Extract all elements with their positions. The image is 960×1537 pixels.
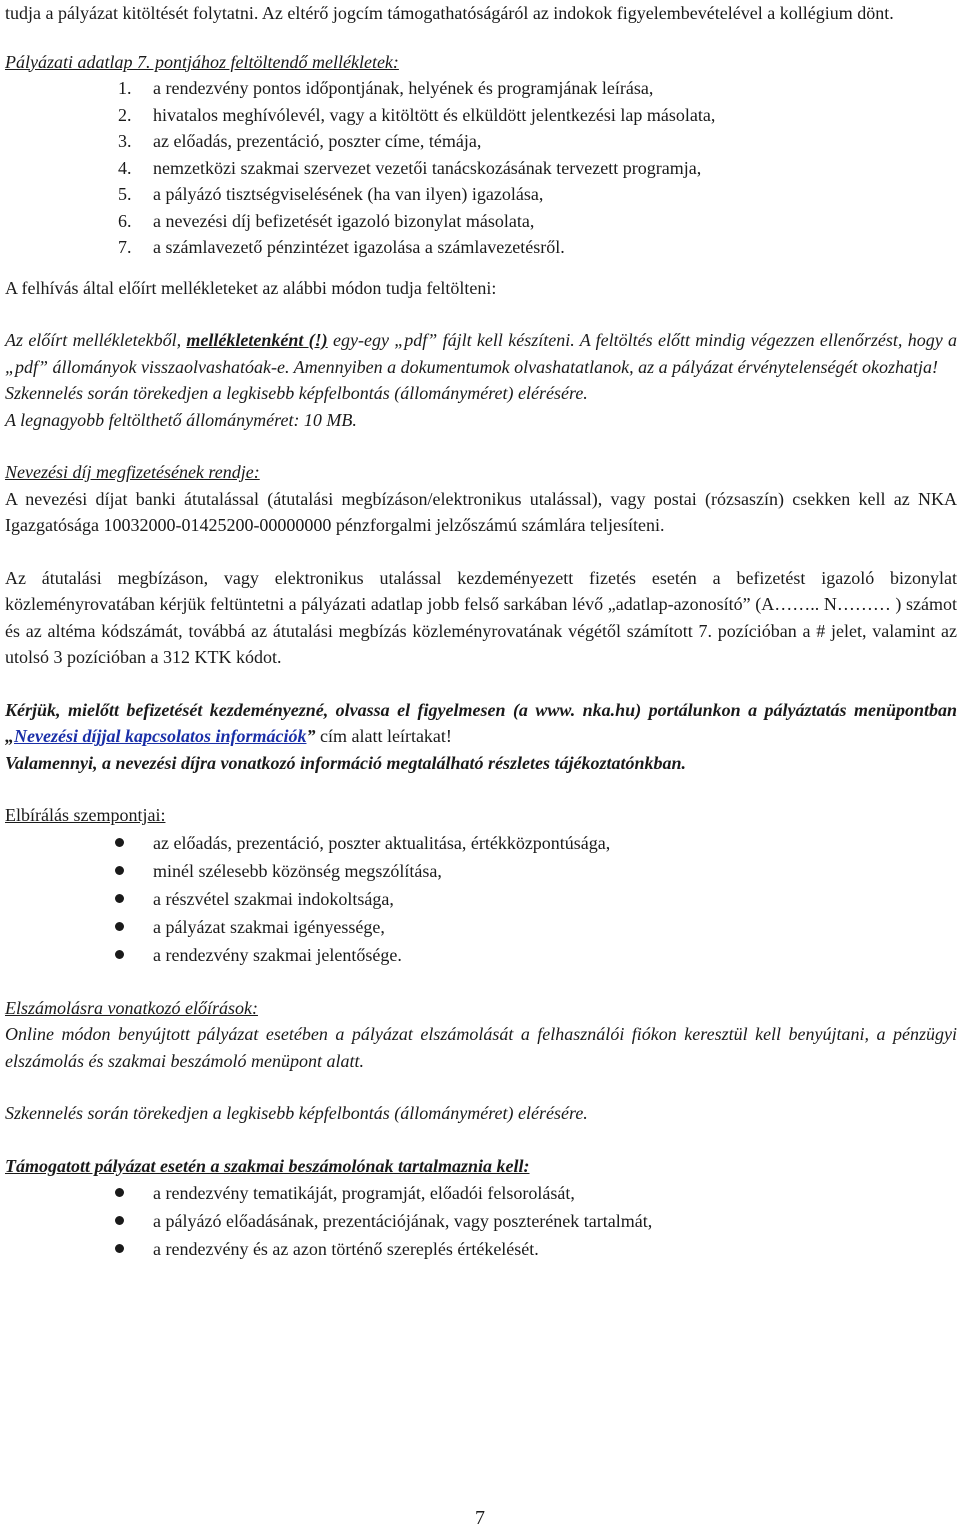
settlement-heading: Elszámolásra vonatkozó előírások: <box>5 997 258 1018</box>
bullet-icon <box>115 950 124 959</box>
attachment-item: 3. az előadás, prezentáció, poszter címe, témája, <box>118 131 482 151</box>
attachment-item: 7. a számlavezető pénzintézet igazolása a számlavezetésről. <box>118 237 565 257</box>
list-item: a rendezvény tematikáját, programját, előadói felsorolását, <box>5 1179 957 1207</box>
attachments-heading: Pályázati adatlap 7. pontjához feltöltendő mellékletek: <box>5 51 399 72</box>
bullet-icon <box>115 1188 124 1197</box>
list-item: az előadás, prezentáció, poszter aktualitása, értékközpontúsága, <box>5 829 957 857</box>
fee-heading: Nevezési díj megfizetésének rendje: <box>5 462 260 482</box>
emphasis-per-attachment: mellékletenként (!) <box>186 330 328 350</box>
report-list <box>5 1179 957 1263</box>
settlement-paragraph: Online módon benyújtott pályázat esetében a pályázat elszámolását a felhasználói fiókon keresztül kell benyújtani, a pénzügyi elszámolás és szakmai beszámoló menüpont alatt. <box>5 1024 957 1071</box>
attachment-item: 2. hivatalos meghívólevél, vagy a kitöltött és elküldött jelentkezési lap másolata, <box>118 104 716 125</box>
attachment-item: 5. a pályázó tisztségviselésének (ha van ilyen) igazolása, <box>118 184 544 204</box>
attachments-list <box>5 75 957 261</box>
fee-notice: Kérjük, mielőtt befizetését kezdeményezné, olvassa el figyelmesen (a www. nka.hu) portálunkon a pályáztatás menüpontban „Nevezési díjjal kapcsolatos információk” cím alatt leírtakat! <box>5 699 957 746</box>
fee-paragraph-2: Az átutalási megbízáson, vagy elektronikus utalással kezdeményezett fizetés esetén a befizetést igazoló bizonylat közleményrovatában kérjük feltüntetni a pályázati adatlap jobb felső sarkában lévő „adatlap-azonosító” (A…….. N……… ) számot és az altéma kódszámát, továbbá az átutalási megbízás közleményrovatának végétől számított 7. pozícióban a # jelet, valamint az utolsó 3 pozícióban a 312 KTK kódot. <box>5 567 957 667</box>
bullet-icon <box>115 1244 124 1253</box>
upload-rules: Az előírt mellékletekből, mellékletenként (!) egy-egy „pdf” fájlt kell készíteni. A feltöltés előtt mindig végezzen ellenőrzést, hogy a „pdf” állományok visszaolvashatóak-e. Amennyiben a dokumentumok olvashatatlanok, az a pályázat érvénytelenségét okozhatja! <box>5 330 958 377</box>
fee-info-link[interactable]: Nevezési díjjal kapcsolatos információk <box>14 726 307 746</box>
bullet-icon <box>115 922 124 931</box>
list-item: a részvétel szakmai indokoltsága, <box>5 885 957 913</box>
bullet-icon <box>115 1216 124 1225</box>
list-item: a pályázó előadásának, prezentációjának, vagy poszterének tartalmát, <box>5 1207 957 1235</box>
attachment-item: 4. nemzetközi szakmai szervezet vezetői tanácskozásának tervezett programja, <box>118 157 702 178</box>
list-item: a rendezvény szakmai jelentősége. <box>5 941 957 969</box>
report-heading: Támogatott pályázat esetén a szakmai beszámolónak tartalmaznia kell: <box>5 1155 530 1176</box>
settlement-scan-note: Szkennelés során törekedjen a legkisebb képfelbontás (állományméret) elérésére. <box>5 1103 588 1123</box>
max-size-note: A legnagyobb feltölthető állományméret: 10 MB. <box>5 409 357 430</box>
fee-paragraph-1: A nevezési díjat banki átutalással (átutalási megbízáson/elektronikus utalással), vagy postai (rózsaszín) csekken kell az NKA Igazgatósága 10032000-01425200-00000000 pénzforgalmi jelzőszámú számlára teljesíteni. <box>5 488 957 535</box>
scan-note: Szkennelés során törekedjen a legkisebb képfelbontás (állományméret) elérésére. <box>5 383 588 403</box>
page-number: 7 <box>475 1507 485 1529</box>
intro-paragraph: tudja a pályázat kitöltését folytatni. Az eltérő jogcím támogathatóságáról az indokok figyelembevételével a kollégium dönt. <box>5 3 894 23</box>
criteria-list <box>5 829 957 969</box>
bullet-icon <box>115 838 124 847</box>
document-page <box>5 0 957 1263</box>
list-item: a pályázat szakmai igényessége, <box>5 913 957 941</box>
upload-intro: A felhívás által előírt mellékleteket az alábbi módon tudja feltölteni: <box>5 277 497 298</box>
list-item: a rendezvény és az azon történő szereplés értékelését. <box>5 1235 957 1263</box>
bullet-icon <box>115 866 124 875</box>
bullet-icon <box>115 894 124 903</box>
fee-notice-line-2: Valamennyi, a nevezési díjra vonatkozó információ megtalálható részletes tájékoztatónkban. <box>5 752 687 773</box>
attachment-item: 6. a nevezési díj befizetését igazoló bizonylat másolata, <box>118 210 535 231</box>
criteria-heading: Elbírálás szempontjai: <box>5 805 166 825</box>
list-item: minél szélesebb közönség megszólítása, <box>5 857 957 885</box>
attachment-item: 1. a rendezvény pontos időpontjának, helyének és programjának leírása, <box>118 78 654 98</box>
